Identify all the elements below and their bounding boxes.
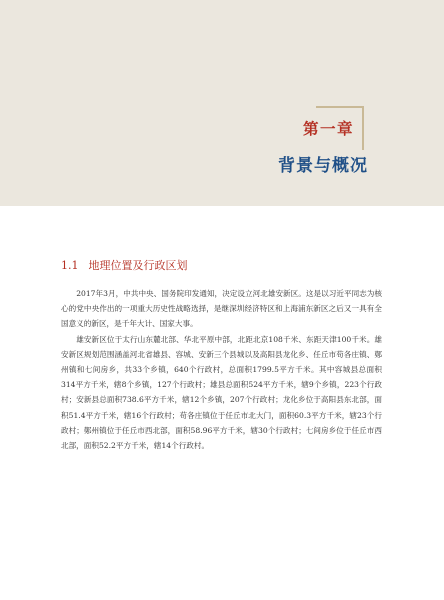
paragraph: 2017年3月，中共中央、国务院印发通知，决定设立河北雄安新区。这是以习近平同志为核心的党中央作出的一项重大历史性战略选择，是继深圳经济特区和上海浦东新区之后又一具有全国意义的新区，是千年大计、国家大事。	[61, 289, 382, 329]
section-number: 1.1	[61, 259, 79, 272]
chapter-header-band	[0, 0, 444, 206]
chapter-title: 背景与概况	[278, 156, 368, 176]
paragraph: 雄安新区位于太行山东麓北部、华北平原中部，北距北京108千米、东距天津100千米。雄安新区规划范围涵盖河北省雄县、容城、安新三个县城以及高阳县龙化乡、任丘市苟各庄镇、鄚州镇和七间房乡，共33个乡镇，640个行政村，总面积1799.5平方千米。其中容城县总面积314平方千米，辖8个乡镇，127个行政村；雄县总面积524平方千米，辖9个乡镇，223个行政村；安新县总面积738.6平方千米，辖12个乡镇，207个行政村；龙化乡位于高阳县东北部，面积51.4平方千米，辖16个行政村；苟各庄镇位于任丘市北大门，面积60.3平方千米，辖23个行政村；鄚州镇位于任丘市西北部，面积58.96平方千米，辖30个行政村；七间房乡位于任丘市西北部，面积52.2平方千米，辖14个行政村。	[61, 334, 382, 451]
chapter-label: 第一章	[302, 119, 354, 138]
body-text	[61, 286, 382, 453]
section-heading	[61, 257, 188, 273]
section-title: 地理位置及行政区划	[88, 259, 188, 272]
